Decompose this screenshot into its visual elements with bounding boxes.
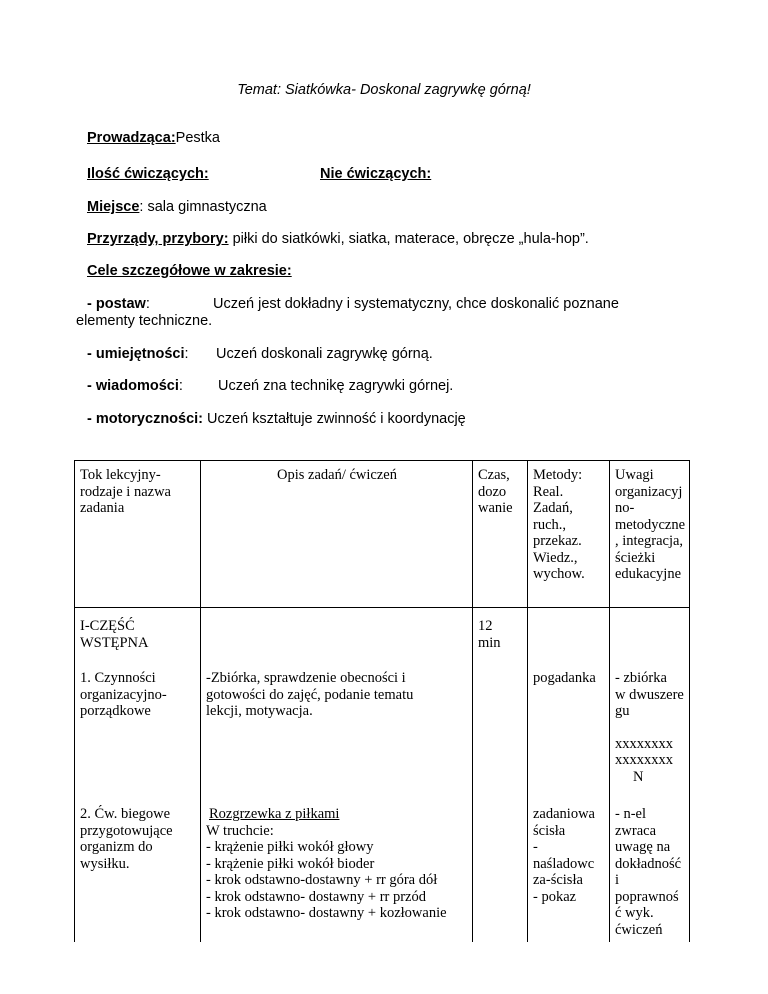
table-row-section [75, 608, 690, 665]
umiejetnosci-label: - umiejętności [87, 346, 185, 362]
row2-opis: Rozgrzewka z piłkami W truchcie: - krążenie piłki wokół głowy - krążenie piłki wokół bioder - krok odstawno-dostawny + rr góra dół - krok odstawno- dostawny + rr przód - krok odstawno- dostawny + kozłowanie [201, 794, 473, 942]
table-header-row [75, 461, 690, 608]
table-row [75, 794, 690, 942]
postaw-label: - postaw [87, 296, 146, 312]
formation-diagram: xxxxxxxx xxxxxxxx N [615, 735, 673, 785]
wiadomosci-label: - wiadomości [87, 378, 179, 394]
section-time: 12 min [473, 608, 528, 665]
przyrzady-line [87, 231, 589, 247]
przyrzady-label: Przyrządy, przybory: [87, 231, 229, 247]
wiadomosci-value: Uczeń zna technikę zagrywki górnej. [218, 378, 454, 394]
row1-uwagi: - zbiórka w dwuszere gu xxxxxxxx xxxxxxxx N [610, 664, 690, 794]
lesson-plan-table [74, 460, 690, 942]
umiejetnosci-line [87, 346, 189, 362]
row2-opis-title: Rozgrzewka z piłkami [209, 806, 340, 822]
cele-heading: Cele szczegółowe w zakresie: [87, 263, 292, 279]
row1-tok: 1. Czynności organizacyjno- porządkowe [75, 664, 201, 794]
motorycznosci-line [87, 411, 466, 427]
row2-metody: zadaniowa ścisła - naśladowc za-ścisła - pokaz [528, 794, 610, 942]
table-row [75, 664, 690, 794]
prowadzaca-line [87, 130, 220, 146]
postaw-text-line1: Uczeń jest dokładny i systematyczny, chce doskonalić poznane [213, 296, 619, 312]
motorycznosci-label: - motoryczności: [87, 411, 204, 427]
row2-tok: 2. Ćw. biegowe przygotowujące organizm do wysiłku. [75, 794, 201, 942]
umiejetnosci-sep: : [184, 346, 189, 362]
header-czas: Czas, dozo wanie [473, 461, 528, 608]
row1-opis: -Zbiórka, sprawdzenie obecności i gotowości do zajęć, podanie tematu lekcji, motywacja. [201, 664, 473, 794]
nie-cwiczacych-label: Nie ćwiczących: [320, 166, 432, 182]
header-tok-lekcyjny: Tok lekcyjny- rodzaje i nazwa zadania [75, 461, 201, 608]
row2-uwagi: - n-el zwraca uwagę na dokładność i poprawnoś ć wyk. ćwiczeń [610, 794, 690, 942]
postaw-line [87, 296, 150, 312]
row1-metody: pogadanka [528, 664, 610, 794]
page-title: Temat: Siatkówka- Doskonal zagrywkę górną! [237, 82, 531, 98]
section-name: I-CZĘŚĆ WSTĘPNA [75, 608, 201, 665]
miejsce-value: : sala gimnastyczna [139, 199, 267, 215]
postaw-text-line2: elementy techniczne. [76, 313, 213, 329]
postaw-sep: : [145, 296, 150, 312]
header-opis: Opis zadań/ ćwiczeń [201, 461, 473, 608]
miejsce-label: Miejsce [87, 199, 140, 215]
wiadomosci-line [87, 378, 183, 394]
wiadomosci-sep: : [178, 378, 183, 394]
motorycznosci-value: Uczeń kształtuje zwinność i koordynację [203, 411, 466, 427]
header-metody: Metody: Real. Zadań, ruch., przekaz. Wiedz., wychow. [528, 461, 610, 608]
miejsce-line [87, 199, 267, 215]
ilosc-cwiczacych-label: Ilość ćwiczących: [87, 166, 209, 182]
prowadzaca-value: Pestka [175, 130, 220, 146]
przyrzady-value: piłki do siatkówki, siatka, materace, obręcze „hula-hop”. [228, 231, 589, 247]
header-uwagi: Uwagi organizacyj no- metodyczne , integracja, ścieżki edukacyjne [610, 461, 690, 608]
prowadzaca-label: Prowadząca: [87, 130, 176, 146]
umiejetnosci-value: Uczeń doskonali zagrywkę górną. [216, 346, 433, 362]
